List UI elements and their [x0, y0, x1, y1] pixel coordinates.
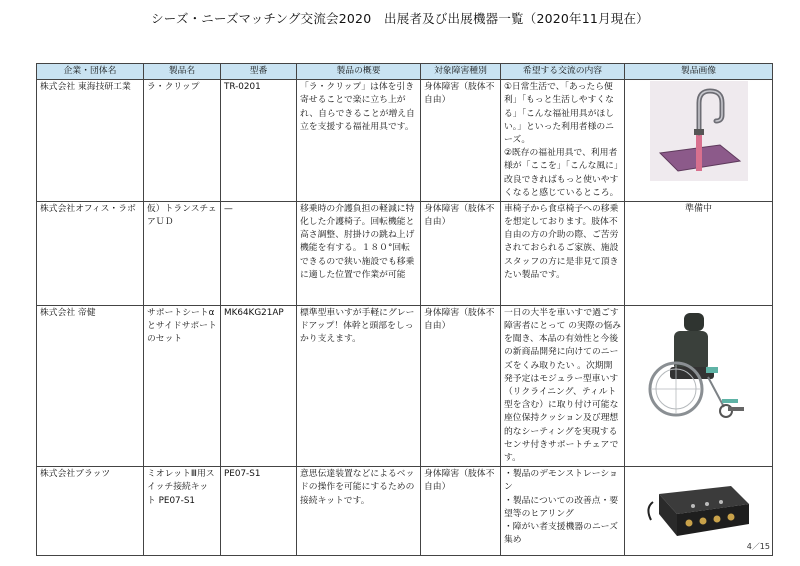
target-cell: 身体障害（肢体不自由）: [421, 305, 501, 466]
exchange-cell: 車椅子から食卓椅子への移乗を想定しております。肢体不自由の方の介助の際、ご苦労されておられるご家族、施設スタッフの方に是非見て頂きたい製品です。: [501, 201, 625, 305]
wheelchair-product-photo: [644, 307, 754, 425]
exhibitor-table: [36, 63, 773, 556]
header-product: 製品名: [144, 64, 221, 80]
overview-cell: 「ラ・クリップ」は体を引き寄せることで楽に立ち上がれ、自らできることが増え自立を支援する福祉用具です。: [297, 80, 421, 202]
exchange-cell: ①日常生活で、「あったら便利」「もっと生活しやすくなる」「こんな福祉用具がほしい。」といった利用者様のニーズ。 ②既存の福祉用具で、利用者様が「ここを」「こんな風に」改良できればもっと使いやすくなると感じているところ。: [501, 80, 625, 202]
product-cell: ミオレットⅢ用スイッチ接続キット PE07-S1: [144, 467, 221, 556]
exchange-cell: 一日の大半を車いすで過ごす障害者にとって の実際の悩みを聞き、本品の有効性と今後の新商品開発に向けてのニーズをくみ取りたい 。次期開発予定はモジュラー型車いす（リクライニング、ティルト型を含む）に取り付け可能な座位保持クッション及び理想的なシーティングを実現するセンサ付きサポートチェアです。: [501, 305, 625, 466]
header-model: 型番: [221, 64, 297, 80]
header-row: [37, 64, 773, 80]
company-cell: 株式会社 帝健: [37, 305, 144, 466]
target-cell: 身体障害（肢体不自由）: [421, 467, 501, 556]
model-cell: MK64KG21AP: [221, 305, 297, 466]
image-placeholder-text: 準備中: [625, 201, 773, 305]
header-company: 企業・団体名: [37, 64, 144, 80]
exchange-cell: ・製品のデモンストレーション ・製品についての改善点・要望等のヒアリング ・障がい者支援機器のニーズ集め: [501, 467, 625, 556]
company-cell: 株式会社 東海技研工業: [37, 80, 144, 202]
table-row: [37, 305, 773, 466]
header-overview: 製品の概要: [297, 64, 421, 80]
model-cell: TR-0201: [221, 80, 297, 202]
product-cell: サポートシートαとサイドサポートのセット: [144, 305, 221, 466]
page-number: 4／15: [746, 542, 770, 551]
header-image: 製品画像: [625, 64, 773, 80]
overview-cell: 意思伝達装置などによるベッドの操作を可能にするための接続キットです。: [297, 467, 421, 556]
product-cell: 仮）トランスチェアＵＤ: [144, 201, 221, 305]
model-cell: —: [221, 201, 297, 305]
table-row: [37, 80, 773, 202]
target-cell: 身体障害（肢体不自由）: [421, 201, 501, 305]
company-cell: 株式会社ブラッツ: [37, 467, 144, 556]
header-target: 対象障害種別: [421, 64, 501, 80]
header-exchange: 希望する交流の内容: [501, 64, 625, 80]
model-cell: PE07-S1: [221, 467, 297, 556]
overview-cell: 移乗時の介護負担の軽減に特化した介護椅子。回転機能と高さ調整、肘掛けの跳ね上げ機能を有する。１８０°回転できるので狭い施設でも移乗に適した位置で作業が可能: [297, 201, 421, 305]
table-row: [37, 201, 773, 305]
company-cell: 株式会社オフィス・ラボ: [37, 201, 144, 305]
target-cell: 身体障害（肢体不自由）: [421, 80, 501, 202]
grab-bar-product-photo: [650, 81, 748, 181]
product-cell: ラ・クリップ: [144, 80, 221, 202]
overview-cell: 標準型車いすが手軽にグレードアップ！体幹と頭部をしっかり支えます。: [297, 305, 421, 466]
image-cell: [625, 80, 773, 202]
image-cell: [625, 305, 773, 466]
switch-box-product-photo: [645, 468, 753, 542]
document-title: シーズ・ニーズマッチング交流会2020 出展者及び出展機器一覧（2020年11月現在）: [151, 11, 649, 26]
table-row: [37, 467, 773, 556]
